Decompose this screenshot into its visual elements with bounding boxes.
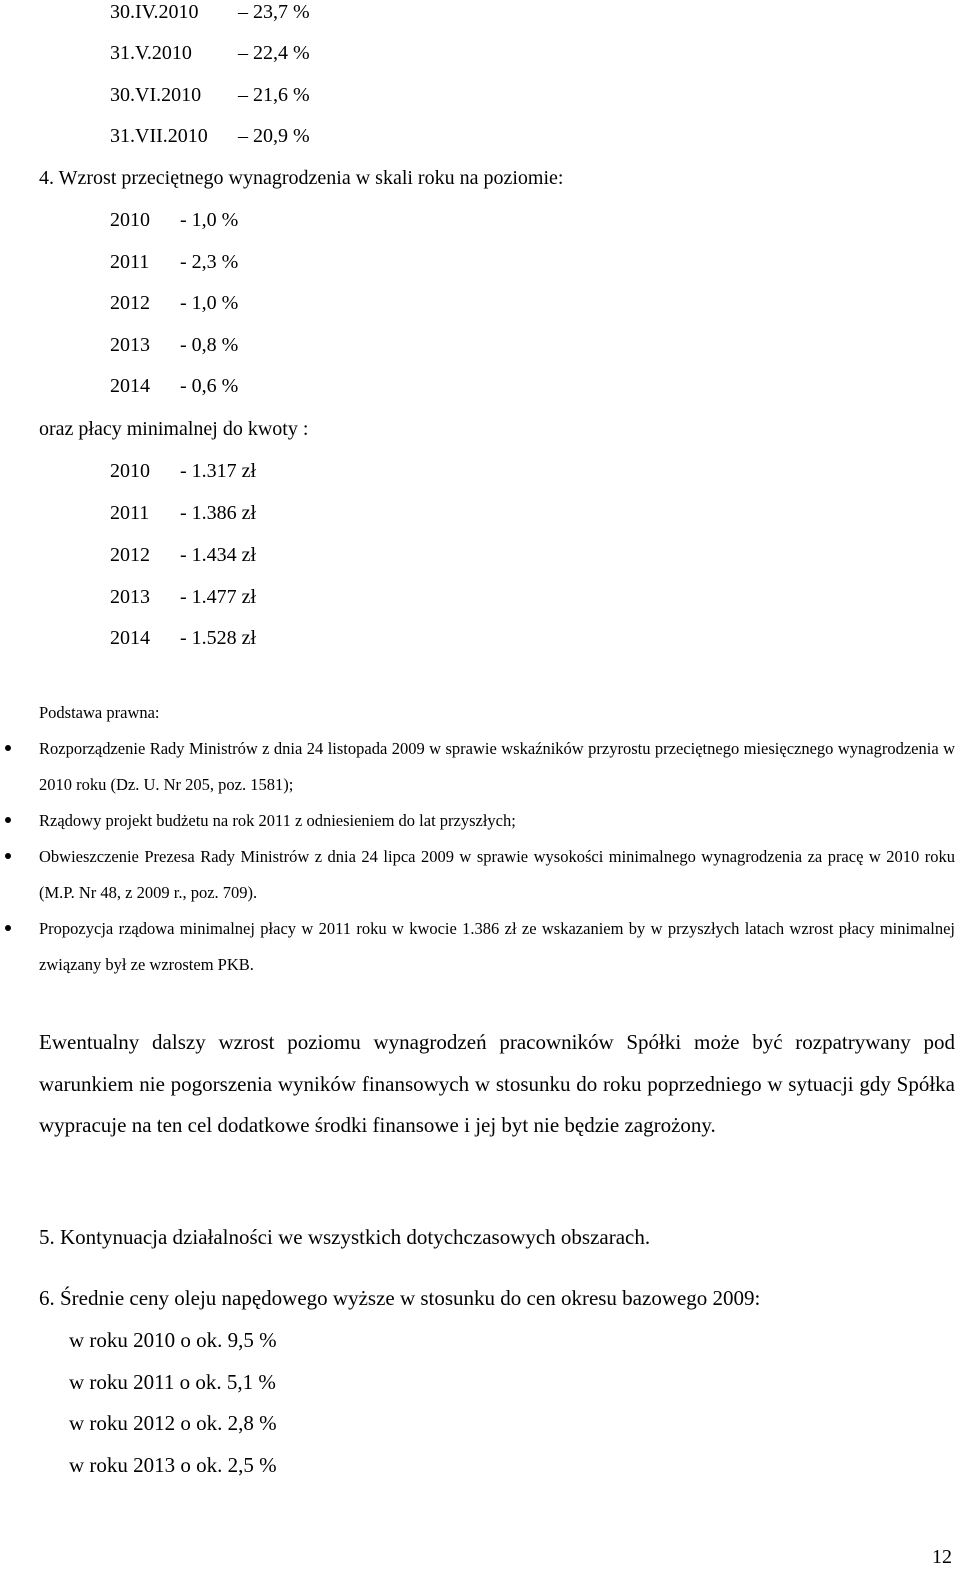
legal-basis-item: Rozporządzenie Rady Ministrów z dnia 24 listopada 2009 w sprawie wskaźników przyrostu przeciętnego miesięcznego wynagrodzenia w 2010 roku (Dz. U. Nr 205, poz. 1581); [39,739,955,794]
min-wage-value: - 1.528 zł [180,627,257,649]
min-wage-row [110,626,256,650]
year: 2010 [110,460,150,482]
wage-growth-row [110,333,238,357]
rate-row [110,83,310,107]
year: 2013 [110,586,150,608]
growth-value: - 0,6 % [180,375,239,397]
page-number: 12 [932,1546,952,1568]
rate-date: 30.IV.2010 [110,1,199,23]
year: 2014 [110,375,150,397]
min-wage-value: - 1.386 zł [180,502,257,524]
rate-value: – 21,6 % [238,84,310,106]
item-4-heading: 4. Wzrost przeciętnego wynagrodzenia w skali roku na poziomie: [39,167,564,189]
bullet-icon [5,745,11,751]
wage-growth-row [110,208,238,232]
growth-value: - 2,3 % [180,251,239,273]
min-wage-row [110,543,256,567]
fuel-price-row: w roku 2010 o ok. 9,5 % [69,1328,277,1352]
year: 2010 [110,209,150,231]
rate-date: 31.VII.2010 [110,125,208,147]
legal-basis-item: Rządowy projekt budżetu na rok 2011 z odniesieniem do lat przyszłych; [39,811,516,830]
item-6-heading: 6. Średnie ceny oleju napędowego wyższe w stosunku do cen okresu bazowego 2009: [39,1286,761,1310]
bullet-icon [5,817,11,823]
rate-row [110,0,310,24]
year: 2012 [110,544,150,566]
rate-row [110,124,310,148]
wage-growth-row [110,250,238,274]
bullet-icon [5,853,11,859]
min-wage-row [110,501,256,525]
min-wage-heading: oraz płacy minimalnej do kwoty : [39,418,309,440]
bullet-icon [5,925,11,931]
min-wage-value: - 1.477 zł [180,586,257,608]
rate-value: – 20,9 % [238,125,310,147]
fuel-price-row: w roku 2011 o ok. 5,1 % [69,1370,276,1394]
growth-value: - 0,8 % [180,334,239,356]
growth-value: - 1,0 % [180,209,239,231]
min-wage-row [110,459,256,483]
fuel-price-row: w roku 2012 o ok. 2,8 % [69,1411,277,1435]
rate-value: – 22,4 % [238,42,310,64]
legal-basis-item: Propozycja rządowa minimalnej płacy w 2011 roku w kwocie 1.386 zł ze wskazaniem by w przyszłych latach wzrost płacy minimalnej związany był ze wzrostem PKB. [39,919,955,974]
min-wage-value: - 1.434 zł [180,544,257,566]
growth-value: - 1,0 % [180,292,239,314]
min-wage-value: - 1.317 zł [180,460,257,482]
rate-row [110,41,310,65]
year: 2013 [110,334,150,356]
min-wage-row [110,585,256,609]
rate-date: 31.V.2010 [110,42,192,64]
rate-date: 30.VI.2010 [110,84,202,106]
legal-basis-label: Podstawa prawna: [39,703,160,722]
year: 2011 [110,251,150,273]
fuel-price-row: w roku 2013 o ok. 2,5 % [69,1453,277,1477]
body-paragraph: Ewentualny dalszy wzrost poziomu wynagrodzeń pracowników Spółki może być rozpatrywany pod warunkiem nie pogorszenia wyników finansowych w stosunku do roku poprzedniego w sytuacji gdy Spółka wypracuje na ten cel dodatkowe środki finansowe i jej byt nie będzie zagrożony. [39,1030,955,1138]
year: 2014 [110,627,150,649]
wage-growth-row [110,374,238,398]
wage-growth-row [110,291,238,315]
item-5: 5. Kontynuacja działalności we wszystkich dotychczasowych obszarach. [39,1225,651,1249]
year: 2011 [110,502,150,524]
year: 2012 [110,292,150,314]
rate-value: – 23,7 % [238,1,310,23]
legal-basis-item: Obwieszczenie Prezesa Rady Ministrów z dnia 24 lipca 2009 w sprawie wysokości minimalnego wynagrodzenia za pracę w 2010 roku (M.P. Nr 48, z 2009 r., poz. 709). [39,847,955,902]
